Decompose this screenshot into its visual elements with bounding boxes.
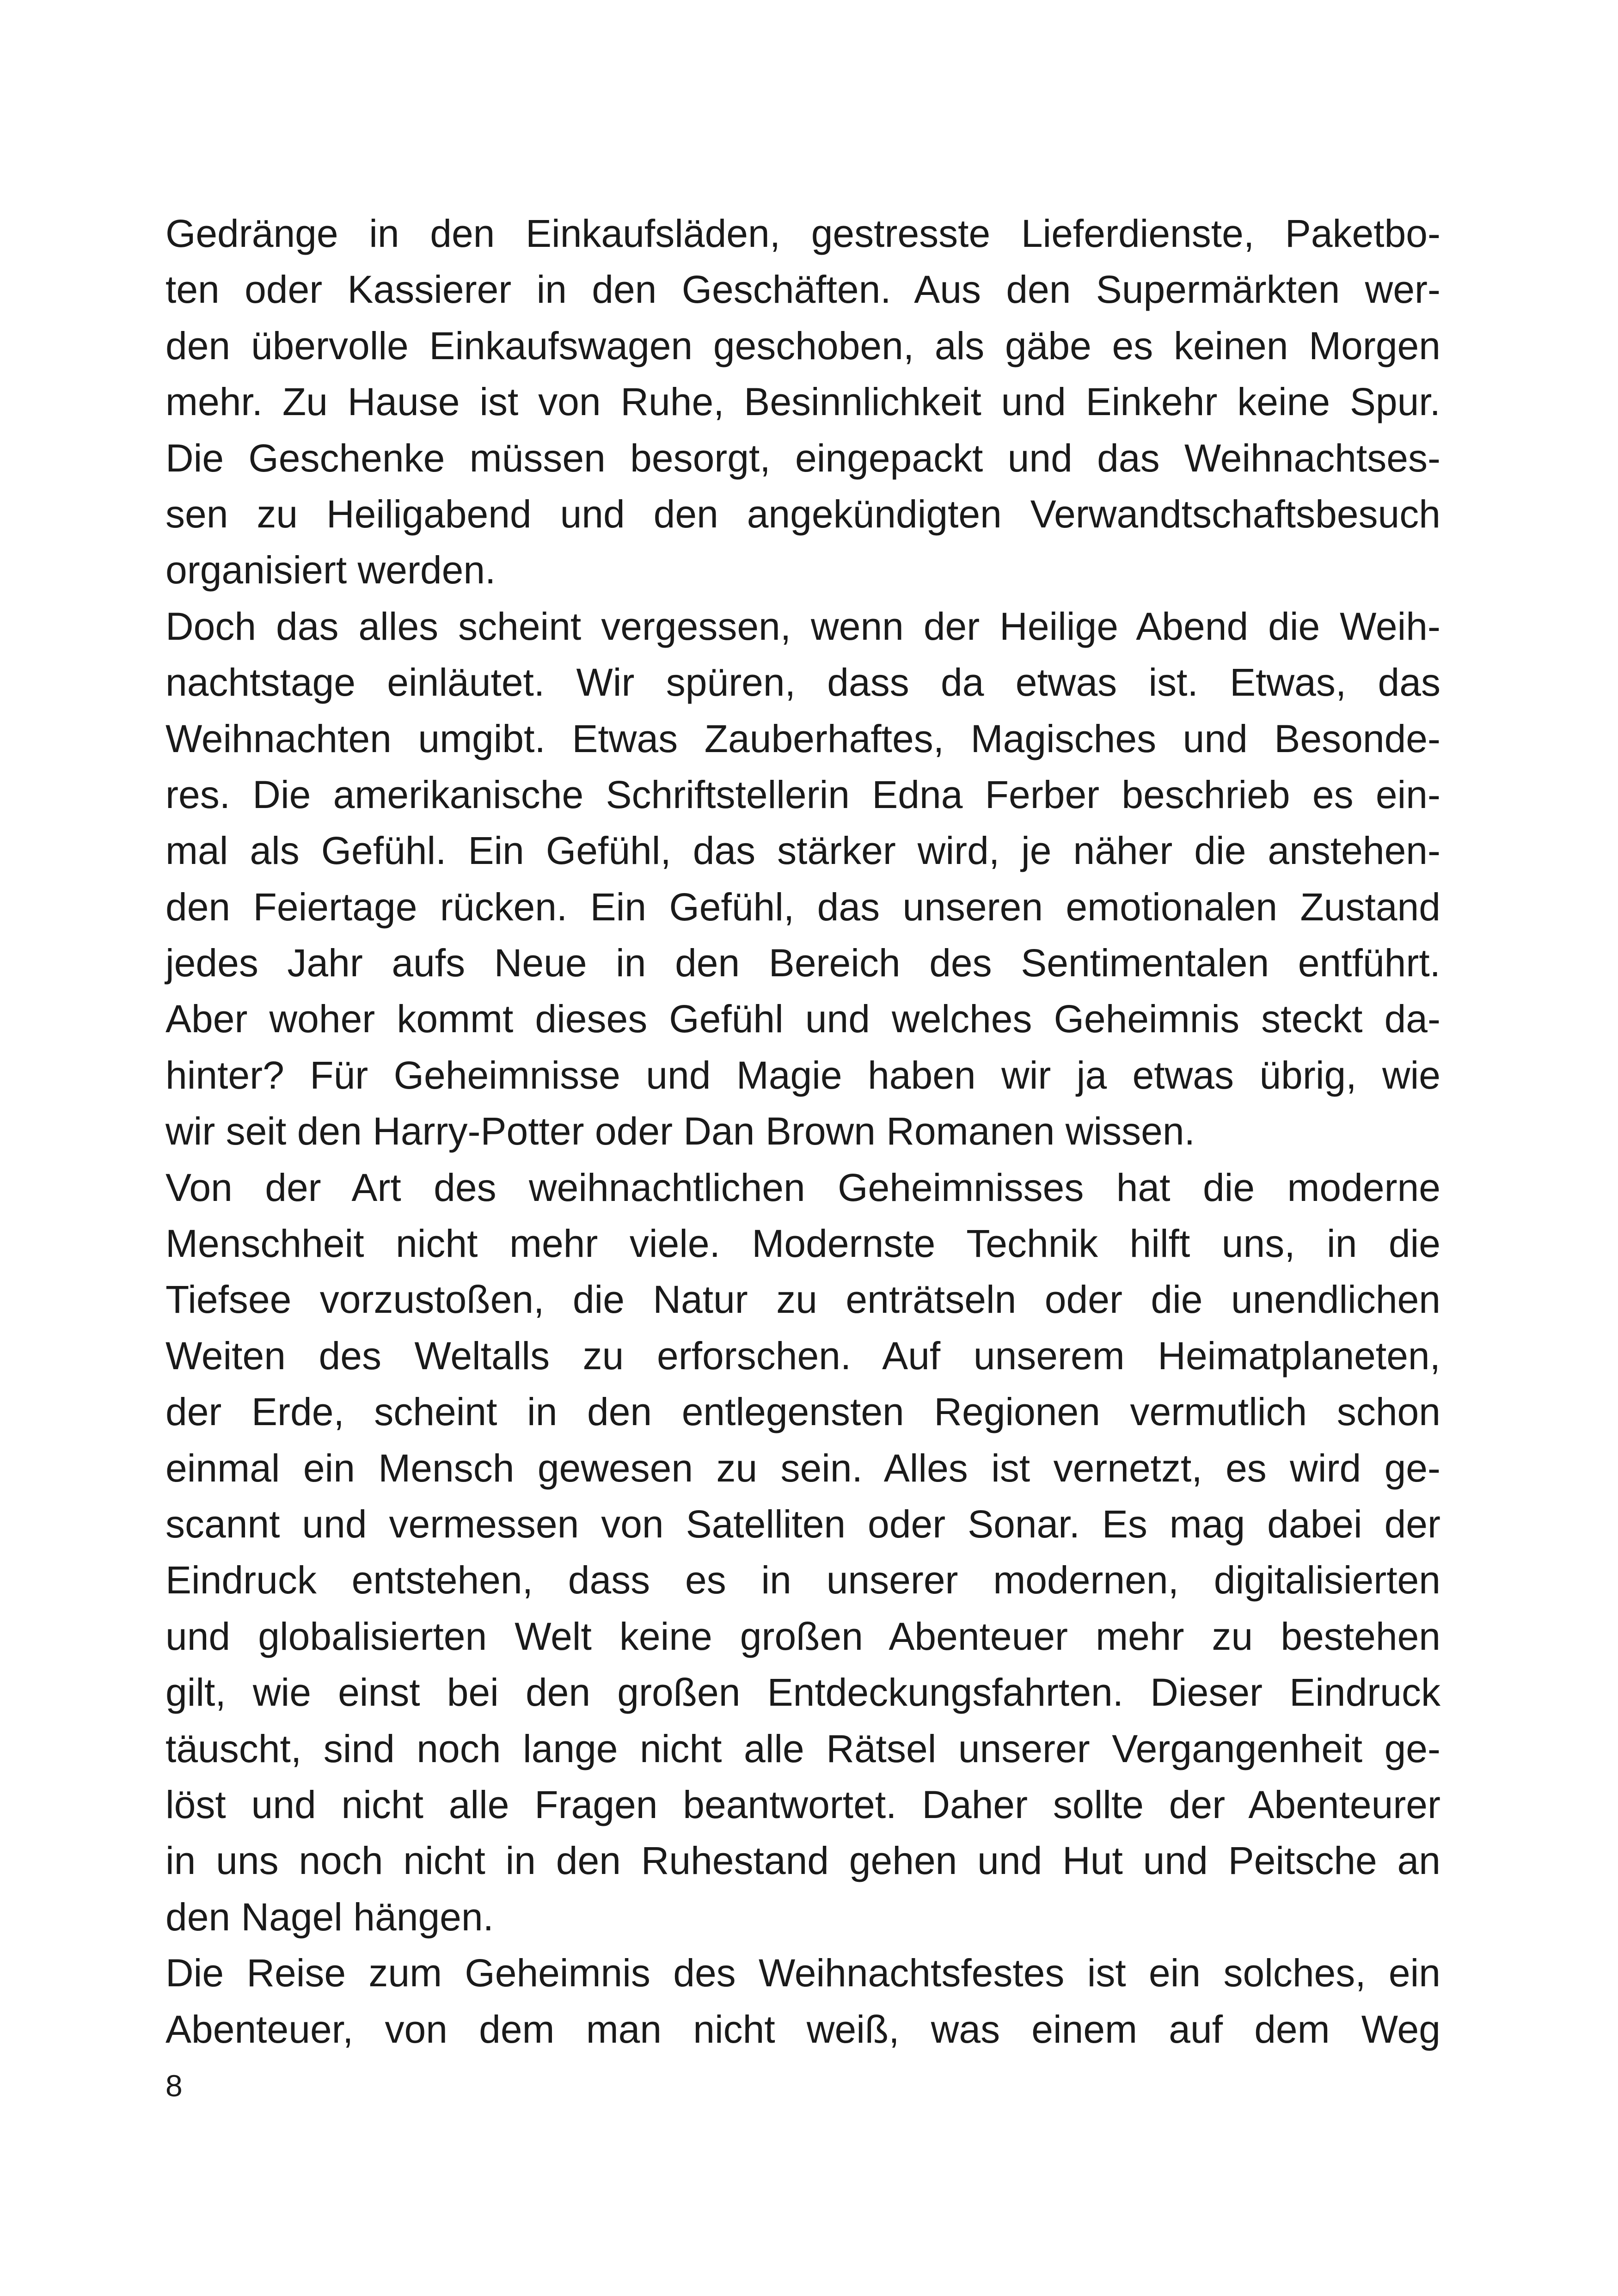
text-line: Gedränge in den Einkaufsläden, gestresste Lieferdienste, Paketbo- xyxy=(165,212,1440,255)
text-line: hinter? Für Geheimnisse und Magie haben wir ja etwas übrig, wie xyxy=(165,1053,1440,1097)
text-line: den übervolle Einkaufswagen geschoben, als gäbe es keinen Morgen xyxy=(165,324,1440,367)
text-line: Weihnachten umgibt. Etwas Zauberhaftes, Magisches und Besonde- xyxy=(165,716,1440,760)
text-line: und globalisierten Welt keine großen Abenteuer mehr zu bestehen xyxy=(165,1614,1440,1658)
text-line: gilt, wie einst bei den großen Entdeckungsfahrten. Dieser Eindruck xyxy=(165,1671,1440,1714)
text-line: nachtstage einläutet. Wir spüren, dass da etwas ist. Etwas, das xyxy=(165,661,1440,704)
text-line: löst und nicht alle Fragen beantwortet. Daher sollte der Abenteurer xyxy=(165,1782,1440,1826)
text-line: Weiten des Weltalls zu erforschen. Auf unserem Heimatplaneten, xyxy=(165,1334,1440,1378)
text-line: Abenteuer, von dem man nicht weiß, was einem auf dem Weg xyxy=(165,2007,1440,2051)
text-line: der Erde, scheint in den entlegensten Regionen vermutlich schon xyxy=(165,1390,1440,1434)
text-line: wir seit den Harry-Potter oder Dan Brown Romanen wissen. xyxy=(165,1109,1195,1153)
text-line: mal als Gefühl. Ein Gefühl, das stärker wird, je näher die anstehen- xyxy=(165,829,1440,873)
text-line: mehr. Zu Hause ist von Ruhe, Besinnlichkeit und Einkehr keine Spur. xyxy=(165,380,1440,424)
text-line: Doch das alles scheint vergessen, wenn der Heilige Abend die Weih- xyxy=(165,604,1440,648)
text-line: in uns noch nicht in den Ruhestand gehen und Hut und Peitsche an xyxy=(165,1839,1440,1883)
text-line: organisiert werden. xyxy=(165,548,496,592)
text-line: den Feiertage rücken. Ein Gefühl, das unseren emotionalen Zustand xyxy=(165,885,1440,929)
text-line: ten oder Kassierer in den Geschäften. Aus den Supermärkten wer- xyxy=(165,268,1440,312)
text-line: res. Die amerikanische Schriftstellerin Edna Ferber beschrieb es ein- xyxy=(165,772,1440,816)
text-line: einmal ein Mensch gewesen zu sein. Alles ist vernetzt, es wird ge- xyxy=(165,1446,1440,1490)
text-line: Die Geschenke müssen besorgt, eingepackt und das Weihnachtses- xyxy=(165,436,1440,480)
text-line: Menschheit nicht mehr viele. Modernste Technik hilft uns, in die xyxy=(165,1222,1440,1266)
text-line: jedes Jahr aufs Neue in den Bereich des Sentimentalen entführt. xyxy=(165,941,1440,985)
text-line: Von der Art des weihnachtlichen Geheimnisses hat die moderne xyxy=(165,1165,1440,1209)
page-number: 8 xyxy=(165,2069,183,2103)
text-line: sen zu Heiligabend und den angekündigten Verwandtschaftsbesuch xyxy=(165,492,1440,536)
body-text xyxy=(165,206,1440,2057)
text-line: Die Reise zum Geheimnis des Weihnachtsfestes ist ein solches, ein xyxy=(165,1951,1440,1995)
text-line: Eindruck entstehen, dass es in unserer modernen, digitalisierten xyxy=(165,1558,1440,1602)
text-line: scannt und vermessen von Satelliten oder Sonar. Es mag dabei der xyxy=(165,1502,1440,1546)
text-line: Tiefsee vorzustoßen, die Natur zu enträtseln oder die unendlichen xyxy=(165,1278,1440,1322)
text-line: Aber woher kommt dieses Gefühl und welches Geheimnis steckt da- xyxy=(165,997,1440,1041)
text-line: den Nagel hängen. xyxy=(165,1895,494,1939)
text-line: täuscht, sind noch lange nicht alle Rätsel unserer Vergangenheit ge- xyxy=(165,1727,1440,1770)
